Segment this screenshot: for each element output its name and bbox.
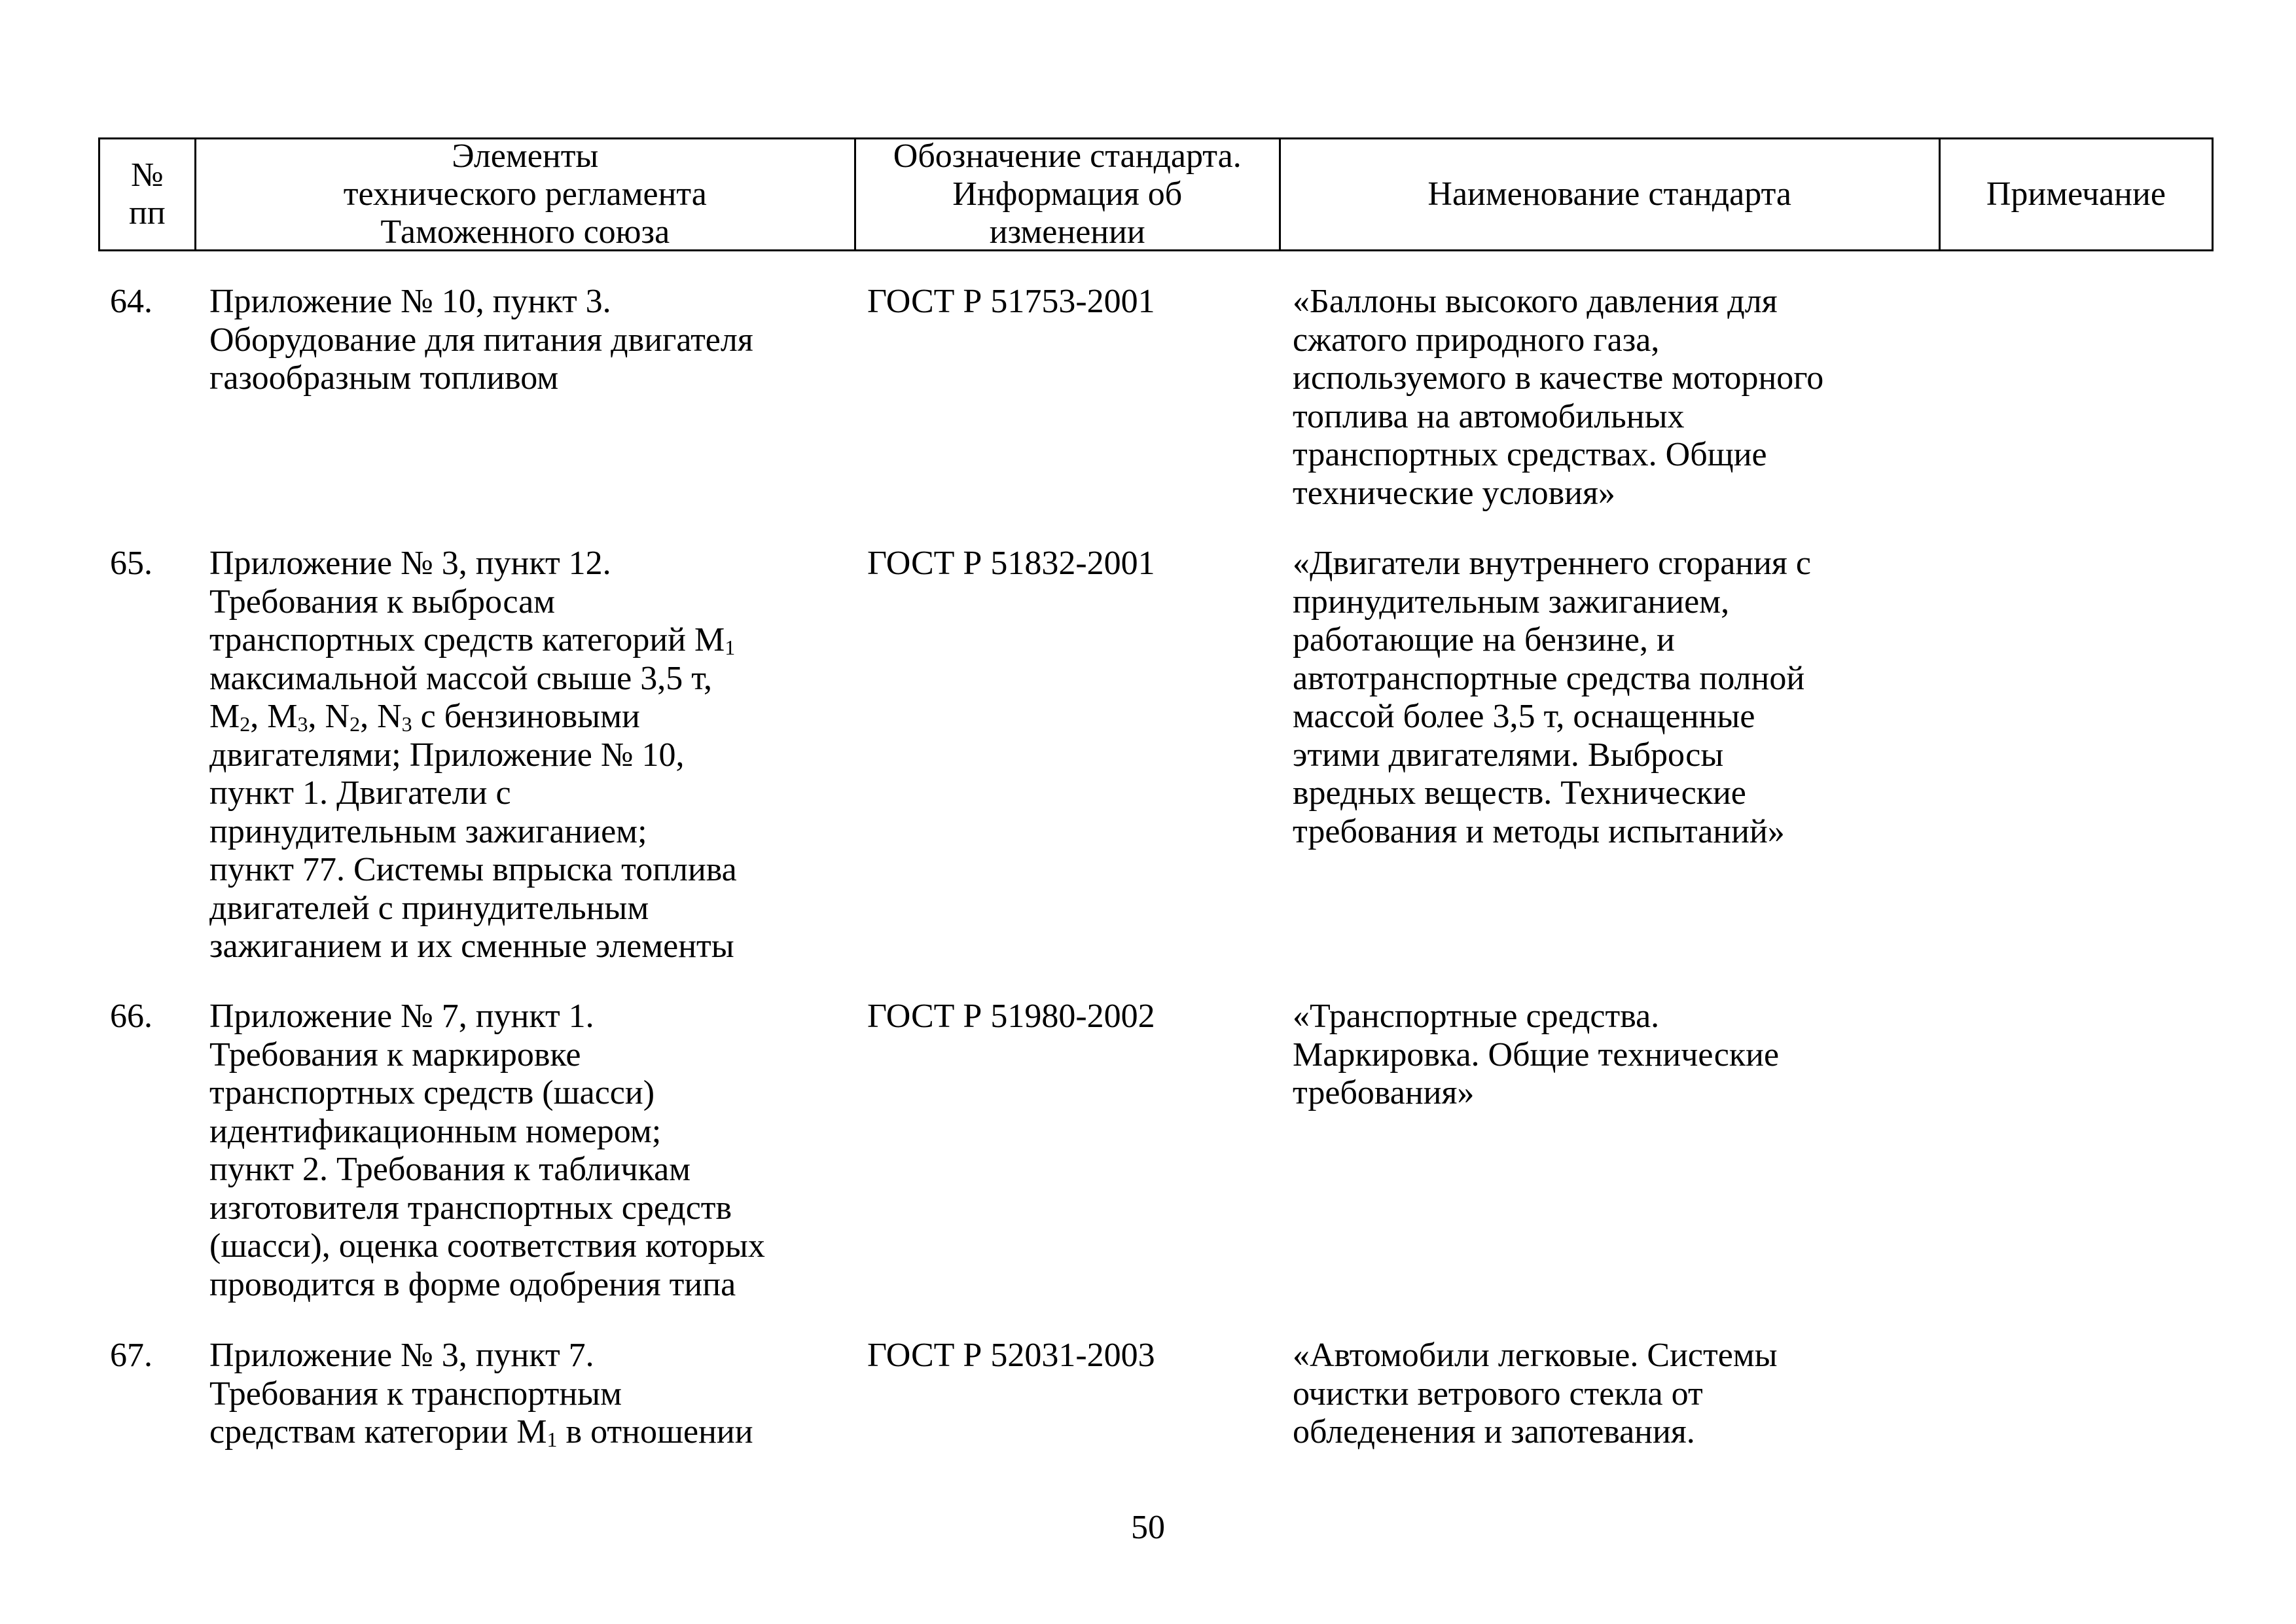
header-note: Примечание bbox=[1986, 175, 2166, 213]
row-standard-code: ГОСТ Р 51753-2001 bbox=[867, 283, 1155, 320]
header-elements: Элементы технического регламента Таможенного союза bbox=[196, 139, 856, 249]
row-standard-code: ГОСТ Р 51832-2001 bbox=[867, 545, 1155, 582]
row-standard-name: «Баллоны высокого давления для сжатого природного газа, используемого в качестве моторного топлива на автомобильных транспортных средствах. Общие технические условия» bbox=[1293, 283, 1824, 512]
header-number: № пп bbox=[100, 139, 196, 249]
header-standard-name: Наименование стандарта bbox=[1281, 139, 1941, 249]
table-header bbox=[98, 137, 2214, 251]
row-standard-code: ГОСТ Р 51980-2002 bbox=[867, 998, 1155, 1035]
page-number: 50 bbox=[1131, 1509, 1165, 1546]
row-standard-code: ГОСТ Р 52031-2003 bbox=[867, 1337, 1155, 1374]
row-number: 64. bbox=[110, 283, 152, 320]
row-element: Приложение № 7, пункт 1. Требования к маркировке транспортных средств (шасси) идентификационным номером; пункт 2. Требования к табличкам изготовителя транспортных средств (шасси), оценка соответствия которых проводится в форме одобрения типа bbox=[209, 998, 765, 1303]
row-element: Приложение № 3, пункт 12. Требования к выбросам транспортных средств категорий $М_1$ максимальной массой свыше 3,5 т, $М_2$, $М_3$, $N_2$, $N_3$ с бензиновыми двигателями; Приложение № 10, пункт 1. Двигатели с принудительным зажиганием; пункт 77. Системы впрыска топлива двигателей с принудительным зажиганием и их сменные элементы bbox=[209, 545, 737, 965]
row-element: Приложение № 10, пункт 3. Оборудование для питания двигателя газообразным топливом bbox=[209, 283, 753, 397]
row-element: Приложение № 3, пункт 7. Требования к транспортным средствам категории $М_1$ в отношении bbox=[209, 1337, 753, 1451]
header-standard-designation: Обозначение стандарта. Информация об изменении bbox=[856, 139, 1281, 249]
row-number: 66. bbox=[110, 998, 152, 1035]
row-standard-name: «Транспортные средства. Маркировка. Общие технические требования» bbox=[1293, 998, 1780, 1111]
row-standard-name: «Автомобили легковые. Системы очистки ветрового стекла от обледенения и запотевания. bbox=[1293, 1337, 1778, 1451]
row-standard-name: «Двигатели внутреннего сгорания с принудительным зажиганием, работающие на бензине, и автотранспортные средства полной массой более 3,5 т, оснащенные этими двигателями. Выбросы вредных веществ. Технические требования и методы испытаний» bbox=[1293, 545, 1811, 850]
row-number: 65. bbox=[110, 545, 152, 582]
row-number: 67. bbox=[110, 1337, 152, 1374]
